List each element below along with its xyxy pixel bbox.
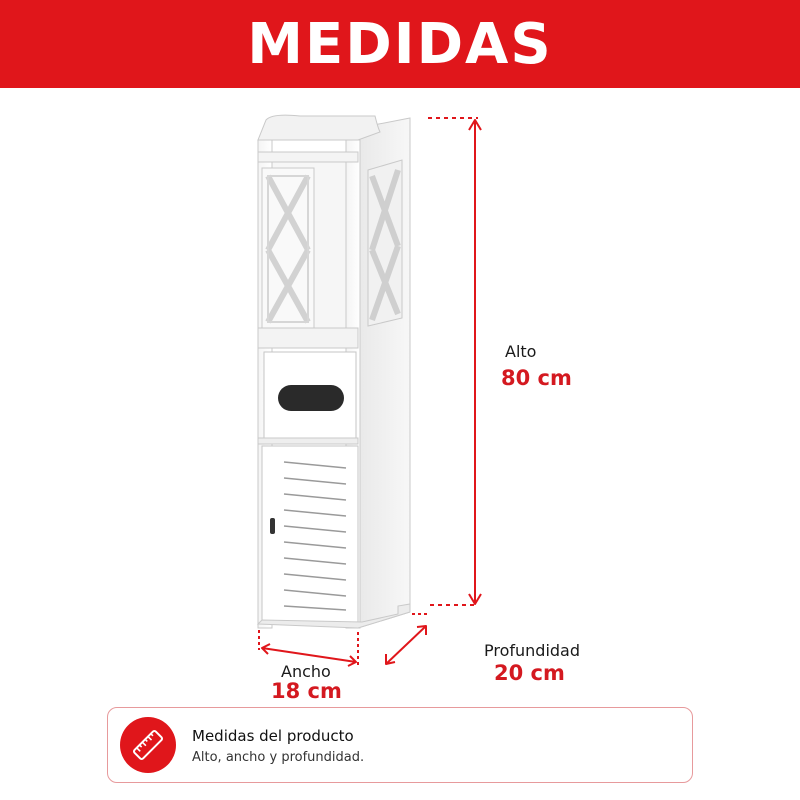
width-label: Ancho <box>281 662 331 681</box>
info-card <box>107 707 693 783</box>
depth-dimension-line <box>386 626 426 664</box>
cabinet <box>258 115 410 628</box>
width-value: 18 cm <box>271 679 342 703</box>
page-title: MEDIDAS <box>247 11 553 77</box>
depth-label: Profundidad <box>484 641 581 660</box>
info-card-subtitle: Alto, ancho y profundidad. <box>192 750 365 765</box>
info-card-title: Medidas del producto <box>192 727 354 745</box>
height-value: 80 cm <box>501 366 572 390</box>
width-dimension-line <box>262 648 356 662</box>
ruler-icon <box>120 717 176 773</box>
depth-value: 20 cm <box>494 661 565 685</box>
height-label: Alto <box>505 342 537 361</box>
